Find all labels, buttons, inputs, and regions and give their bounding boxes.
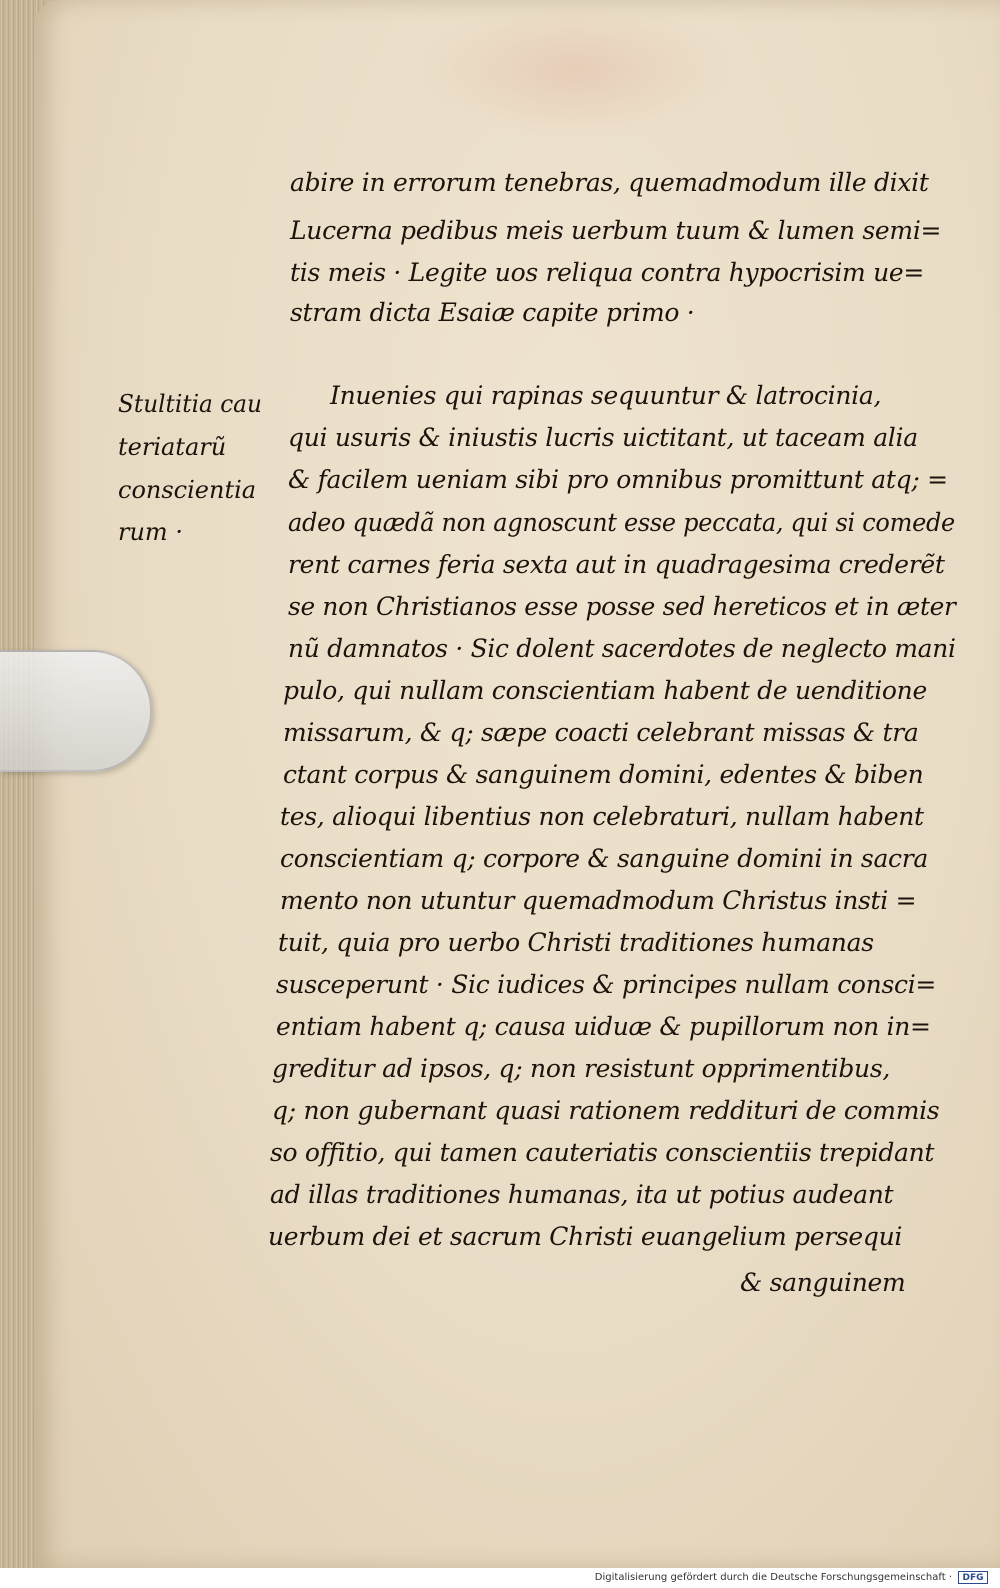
body-line-3: & facilem ueniam sibi pro omnibus promittunt atq; = — [288, 465, 948, 494]
page-clip — [0, 650, 152, 772]
body-line-18: q; non gubernant quasi rationem reddituri de commis — [272, 1096, 940, 1125]
top-line-2: Lucerna pedibus meis uerbum tuum & lumen semi= — [290, 216, 942, 245]
body-line-19: so offitio, qui tamen cauteriatis conscientiis trepidant — [270, 1138, 935, 1167]
footer-bar — [0, 1568, 1000, 1588]
catchword: & sanguinem — [740, 1268, 906, 1297]
body-line-9: missarum, & q; sæpe coacti celebrant missas & tra — [283, 718, 919, 747]
gloss-line-3: conscientia — [118, 476, 257, 504]
page-stain — [414, 0, 734, 140]
dfg-logo: DFG — [958, 1571, 988, 1584]
top-line-1: abire in errorum tenebras, quemadmodum ille dixit — [290, 168, 929, 197]
body-line-7: nũ damnatos · Sic dolent sacerdotes de neglecto mani — [288, 634, 956, 663]
top-line-4: stram dicta Esaiæ capite primo · — [290, 298, 695, 327]
body-line-2: qui usuris & iniustis lucris uictitant, ut taceam alia — [288, 423, 918, 452]
body-line-10: ctant corpus & sanguinem domini, edentes & biben — [283, 760, 924, 789]
body-line-6: se non Christianos esse posse sed hereticos et in æter — [288, 592, 956, 621]
body-line-8: pulo, qui nullam conscientiam habent de uenditione — [283, 676, 927, 705]
body-line-15: susceperunt · Sic iudices & principes nullam consci= — [276, 970, 937, 999]
body-line-5: rent carnes feria sexta aut in quadragesima crederẽt — [288, 550, 945, 579]
gloss-line-2: teriatarũ — [118, 433, 227, 461]
body-line-20: ad illas traditiones humanas, ita ut potius audeant — [270, 1180, 894, 1209]
body-line-14: tuit, quia pro uerbo Christi traditiones humanas — [278, 928, 874, 957]
body-line-1: Inuenies qui rapinas sequuntur & latrocinia, — [330, 381, 882, 410]
body-line-11: tes, alioqui libentius non celebraturi, nullam habent — [280, 802, 924, 831]
body-line-13: mento non utuntur quemadmodum Christus insti = — [280, 886, 917, 915]
body-line-21: uerbum dei et sacrum Christi euangelium persequi — [268, 1222, 903, 1251]
body-line-16: entiam habent q; causa uiduæ & pupillorum non in= — [276, 1012, 931, 1041]
funding-notice: Digitalisierung gefördert durch die Deutsche Forschungsgemeinschaft · — [594, 1572, 952, 1583]
gloss-line-1: Stultitia cau — [118, 390, 262, 418]
body-line-12: conscientiam q; corpore & sanguine domini in sacra — [280, 844, 929, 873]
body-line-17: greditur ad ipsos, q; non resistunt opprimentibus, — [272, 1054, 890, 1083]
top-line-3: tis meis · Legite uos reliqua contra hypocrisim ue= — [290, 258, 925, 287]
gloss-line-4: rum · — [118, 518, 183, 546]
body-line-4: adeo quædã non agnoscunt esse peccata, qui si comede — [288, 508, 955, 537]
